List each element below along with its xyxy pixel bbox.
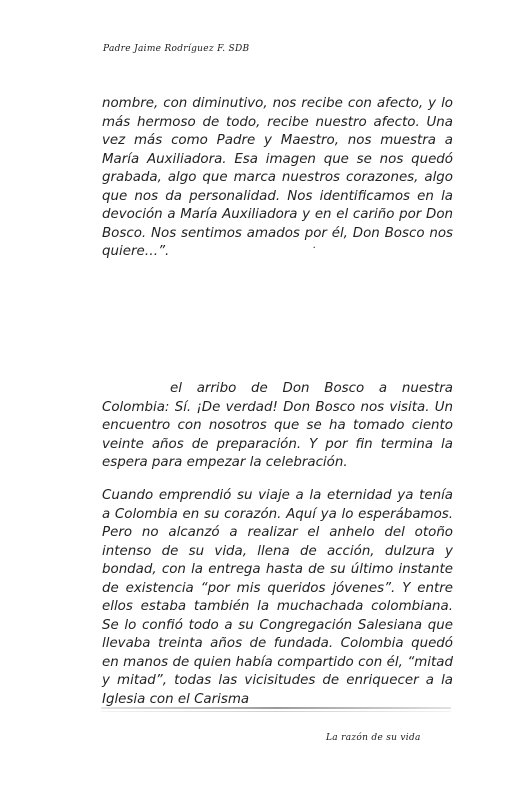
stray-mark: . bbox=[313, 240, 317, 251]
paragraph-2: el arribo de Don Bosco a nuestra Colombia: Sí. ¡De verdad! Don Bosco nos visita. Un encuentro con nosotros que se ha tomado ciento veinte años de preparación. Y por fin termina la espera para empezar la celebración. bbox=[102, 381, 453, 470]
paragraph-1: nombre, con diminutivo, nos recibe con afecto, y lo más hermoso de todo, recibe nuestro afecto. Una vez más como Padre y Maestro, nos muestra a María Auxiliadora. Esa imagen que se nos quedó grabada, algo que marca nuestros corazones, algo que nos da personalidad. Nos identificamos en la devoción a María Auxiliadora y en el cariño por Don Bosco. Nos sentimos amados por él, Don Bosco nos quiere…”. bbox=[102, 96, 453, 259]
running-header-author: Padre Jaime Rodríguez F. SDB bbox=[103, 44, 250, 54]
footer-divider-shadow bbox=[101, 711, 451, 712]
running-footer-title: La razón de su vida bbox=[326, 733, 421, 743]
footer-divider bbox=[101, 707, 451, 709]
paragraph-3: Cuando emprendió su viaje a la eternidad ya tenía a Colombia en su corazón. Aquí ya lo esperábamos. Pero no alcanzó a realizar el anhelo del otoño intenso de su vida, llena de acción, dulzura y bondad, con la entrega hasta de su último instante de existencia “por mis queridos jóvenes”. Y entre ellos estaba también la muchachada colombiana. Se lo confió todo a su Congregación Salesiana que llevaba treinta años de fundada. Colombia quedó en manos de quien había compartido con él, “mitad y mitad”, todas las vicisitudes de enriquecer a la Iglesia con el Carisma bbox=[102, 488, 453, 707]
